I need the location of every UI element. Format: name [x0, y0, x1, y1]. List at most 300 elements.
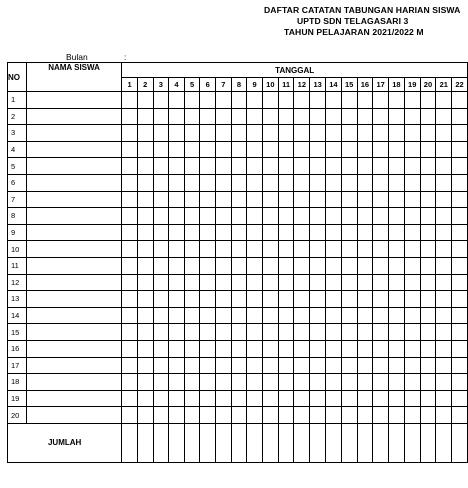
day-entry-cell[interactable]: [216, 390, 232, 407]
day-entry-cell[interactable]: [122, 257, 138, 274]
day-entry-cell[interactable]: [326, 92, 342, 109]
day-entry-cell[interactable]: [122, 241, 138, 258]
day-entry-cell[interactable]: [247, 390, 263, 407]
day-entry-cell[interactable]: [184, 92, 200, 109]
jumlah-cell[interactable]: [436, 423, 452, 462]
day-entry-cell[interactable]: [373, 357, 389, 374]
day-entry-cell[interactable]: [326, 374, 342, 391]
day-entry-cell[interactable]: [247, 324, 263, 341]
day-entry-cell[interactable]: [373, 224, 389, 241]
day-entry-cell[interactable]: [137, 340, 153, 357]
day-entry-cell[interactable]: [200, 374, 216, 391]
day-entry-cell[interactable]: [294, 125, 310, 142]
jumlah-cell[interactable]: [357, 423, 373, 462]
day-entry-cell[interactable]: [122, 174, 138, 191]
day-entry-cell[interactable]: [310, 390, 326, 407]
day-entry-cell[interactable]: [436, 257, 452, 274]
day-entry-cell[interactable]: [341, 374, 357, 391]
day-entry-cell[interactable]: [137, 224, 153, 241]
day-entry-cell[interactable]: [326, 174, 342, 191]
day-entry-cell[interactable]: [404, 158, 420, 175]
day-entry-cell[interactable]: [341, 324, 357, 341]
day-entry-cell[interactable]: [200, 92, 216, 109]
day-entry-cell[interactable]: [389, 125, 405, 142]
day-entry-cell[interactable]: [310, 357, 326, 374]
day-entry-cell[interactable]: [452, 357, 468, 374]
day-entry-cell[interactable]: [436, 390, 452, 407]
day-entry-cell[interactable]: [169, 92, 185, 109]
day-entry-cell[interactable]: [247, 407, 263, 424]
student-name-cell[interactable]: [26, 224, 122, 241]
day-entry-cell[interactable]: [216, 291, 232, 308]
day-entry-cell[interactable]: [436, 241, 452, 258]
day-entry-cell[interactable]: [216, 407, 232, 424]
day-entry-cell[interactable]: [122, 158, 138, 175]
day-entry-cell[interactable]: [153, 274, 169, 291]
day-entry-cell[interactable]: [357, 208, 373, 225]
day-entry-cell[interactable]: [389, 340, 405, 357]
day-entry-cell[interactable]: [436, 407, 452, 424]
day-entry-cell[interactable]: [247, 191, 263, 208]
day-entry-cell[interactable]: [262, 224, 278, 241]
day-entry-cell[interactable]: [341, 174, 357, 191]
day-entry-cell[interactable]: [247, 92, 263, 109]
student-name-cell[interactable]: [26, 191, 122, 208]
jumlah-cell[interactable]: [200, 423, 216, 462]
day-entry-cell[interactable]: [262, 291, 278, 308]
day-entry-cell[interactable]: [294, 141, 310, 158]
day-entry-cell[interactable]: [341, 141, 357, 158]
day-entry-cell[interactable]: [262, 241, 278, 258]
day-entry-cell[interactable]: [357, 108, 373, 125]
day-entry-cell[interactable]: [169, 291, 185, 308]
day-entry-cell[interactable]: [341, 291, 357, 308]
day-entry-cell[interactable]: [278, 340, 294, 357]
day-entry-cell[interactable]: [294, 390, 310, 407]
day-entry-cell[interactable]: [357, 374, 373, 391]
day-entry-cell[interactable]: [373, 390, 389, 407]
day-entry-cell[interactable]: [200, 324, 216, 341]
day-entry-cell[interactable]: [452, 241, 468, 258]
day-entry-cell[interactable]: [184, 357, 200, 374]
day-entry-cell[interactable]: [404, 241, 420, 258]
day-entry-cell[interactable]: [137, 241, 153, 258]
jumlah-cell[interactable]: [341, 423, 357, 462]
day-entry-cell[interactable]: [216, 141, 232, 158]
day-entry-cell[interactable]: [373, 307, 389, 324]
day-entry-cell[interactable]: [326, 141, 342, 158]
day-entry-cell[interactable]: [373, 191, 389, 208]
day-entry-cell[interactable]: [341, 390, 357, 407]
day-entry-cell[interactable]: [200, 174, 216, 191]
day-entry-cell[interactable]: [200, 208, 216, 225]
day-entry-cell[interactable]: [452, 174, 468, 191]
day-entry-cell[interactable]: [310, 257, 326, 274]
day-entry-cell[interactable]: [184, 274, 200, 291]
jumlah-cell[interactable]: [137, 423, 153, 462]
day-entry-cell[interactable]: [420, 307, 436, 324]
day-entry-cell[interactable]: [436, 307, 452, 324]
day-entry-cell[interactable]: [278, 257, 294, 274]
day-entry-cell[interactable]: [341, 208, 357, 225]
day-entry-cell[interactable]: [389, 141, 405, 158]
day-entry-cell[interactable]: [373, 340, 389, 357]
day-entry-cell[interactable]: [404, 257, 420, 274]
day-entry-cell[interactable]: [137, 374, 153, 391]
jumlah-cell[interactable]: [247, 423, 263, 462]
day-entry-cell[interactable]: [389, 224, 405, 241]
day-entry-cell[interactable]: [373, 125, 389, 142]
day-entry-cell[interactable]: [436, 274, 452, 291]
day-entry-cell[interactable]: [420, 208, 436, 225]
day-entry-cell[interactable]: [404, 274, 420, 291]
student-name-cell[interactable]: [26, 374, 122, 391]
day-entry-cell[interactable]: [373, 208, 389, 225]
jumlah-cell[interactable]: [452, 423, 468, 462]
day-entry-cell[interactable]: [389, 158, 405, 175]
day-entry-cell[interactable]: [200, 291, 216, 308]
jumlah-cell[interactable]: [389, 423, 405, 462]
day-entry-cell[interactable]: [169, 108, 185, 125]
day-entry-cell[interactable]: [357, 174, 373, 191]
day-entry-cell[interactable]: [153, 257, 169, 274]
student-name-cell[interactable]: [26, 208, 122, 225]
day-entry-cell[interactable]: [247, 125, 263, 142]
day-entry-cell[interactable]: [389, 390, 405, 407]
day-entry-cell[interactable]: [231, 141, 247, 158]
day-entry-cell[interactable]: [389, 274, 405, 291]
day-entry-cell[interactable]: [153, 357, 169, 374]
day-entry-cell[interactable]: [231, 324, 247, 341]
day-entry-cell[interactable]: [262, 141, 278, 158]
day-entry-cell[interactable]: [122, 224, 138, 241]
day-entry-cell[interactable]: [262, 257, 278, 274]
day-entry-cell[interactable]: [278, 158, 294, 175]
day-entry-cell[interactable]: [169, 191, 185, 208]
day-entry-cell[interactable]: [436, 340, 452, 357]
day-entry-cell[interactable]: [137, 407, 153, 424]
student-name-cell[interactable]: [26, 407, 122, 424]
day-entry-cell[interactable]: [216, 108, 232, 125]
day-entry-cell[interactable]: [357, 274, 373, 291]
day-entry-cell[interactable]: [452, 224, 468, 241]
day-entry-cell[interactable]: [436, 291, 452, 308]
day-entry-cell[interactable]: [404, 407, 420, 424]
day-entry-cell[interactable]: [200, 407, 216, 424]
day-entry-cell[interactable]: [452, 407, 468, 424]
day-entry-cell[interactable]: [310, 208, 326, 225]
day-entry-cell[interactable]: [278, 92, 294, 109]
day-entry-cell[interactable]: [420, 340, 436, 357]
day-entry-cell[interactable]: [420, 158, 436, 175]
student-name-cell[interactable]: [26, 324, 122, 341]
day-entry-cell[interactable]: [341, 191, 357, 208]
day-entry-cell[interactable]: [137, 108, 153, 125]
day-entry-cell[interactable]: [310, 191, 326, 208]
day-entry-cell[interactable]: [341, 158, 357, 175]
day-entry-cell[interactable]: [184, 191, 200, 208]
student-name-cell[interactable]: [26, 174, 122, 191]
day-entry-cell[interactable]: [404, 307, 420, 324]
day-entry-cell[interactable]: [137, 158, 153, 175]
day-entry-cell[interactable]: [216, 324, 232, 341]
day-entry-cell[interactable]: [200, 340, 216, 357]
day-entry-cell[interactable]: [262, 390, 278, 407]
day-entry-cell[interactable]: [452, 307, 468, 324]
day-entry-cell[interactable]: [294, 291, 310, 308]
day-entry-cell[interactable]: [420, 125, 436, 142]
day-entry-cell[interactable]: [231, 174, 247, 191]
jumlah-cell[interactable]: [262, 423, 278, 462]
day-entry-cell[interactable]: [231, 274, 247, 291]
day-entry-cell[interactable]: [247, 158, 263, 175]
day-entry-cell[interactable]: [278, 324, 294, 341]
jumlah-cell[interactable]: [326, 423, 342, 462]
day-entry-cell[interactable]: [357, 141, 373, 158]
day-entry-cell[interactable]: [216, 241, 232, 258]
day-entry-cell[interactable]: [373, 141, 389, 158]
jumlah-cell[interactable]: [373, 423, 389, 462]
day-entry-cell[interactable]: [452, 291, 468, 308]
day-entry-cell[interactable]: [200, 158, 216, 175]
day-entry-cell[interactable]: [216, 307, 232, 324]
day-entry-cell[interactable]: [404, 390, 420, 407]
day-entry-cell[interactable]: [294, 324, 310, 341]
student-name-cell[interactable]: [26, 340, 122, 357]
day-entry-cell[interactable]: [153, 208, 169, 225]
day-entry-cell[interactable]: [247, 257, 263, 274]
day-entry-cell[interactable]: [216, 340, 232, 357]
day-entry-cell[interactable]: [341, 274, 357, 291]
day-entry-cell[interactable]: [326, 224, 342, 241]
jumlah-cell[interactable]: [310, 423, 326, 462]
day-entry-cell[interactable]: [231, 307, 247, 324]
day-entry-cell[interactable]: [169, 324, 185, 341]
day-entry-cell[interactable]: [137, 141, 153, 158]
day-entry-cell[interactable]: [294, 407, 310, 424]
day-entry-cell[interactable]: [278, 357, 294, 374]
student-name-cell[interactable]: [26, 274, 122, 291]
day-entry-cell[interactable]: [452, 324, 468, 341]
day-entry-cell[interactable]: [216, 274, 232, 291]
day-entry-cell[interactable]: [184, 257, 200, 274]
day-entry-cell[interactable]: [184, 125, 200, 142]
day-entry-cell[interactable]: [216, 92, 232, 109]
day-entry-cell[interactable]: [169, 340, 185, 357]
day-entry-cell[interactable]: [373, 158, 389, 175]
day-entry-cell[interactable]: [200, 141, 216, 158]
day-entry-cell[interactable]: [231, 241, 247, 258]
day-entry-cell[interactable]: [262, 324, 278, 341]
day-entry-cell[interactable]: [122, 125, 138, 142]
day-entry-cell[interactable]: [262, 374, 278, 391]
day-entry-cell[interactable]: [326, 191, 342, 208]
day-entry-cell[interactable]: [452, 125, 468, 142]
day-entry-cell[interactable]: [452, 141, 468, 158]
day-entry-cell[interactable]: [184, 141, 200, 158]
day-entry-cell[interactable]: [184, 291, 200, 308]
day-entry-cell[interactable]: [137, 174, 153, 191]
day-entry-cell[interactable]: [341, 407, 357, 424]
day-entry-cell[interactable]: [122, 407, 138, 424]
day-entry-cell[interactable]: [404, 92, 420, 109]
day-entry-cell[interactable]: [389, 324, 405, 341]
day-entry-cell[interactable]: [169, 374, 185, 391]
day-entry-cell[interactable]: [278, 174, 294, 191]
day-entry-cell[interactable]: [247, 274, 263, 291]
day-entry-cell[interactable]: [216, 125, 232, 142]
day-entry-cell[interactable]: [122, 108, 138, 125]
day-entry-cell[interactable]: [122, 141, 138, 158]
day-entry-cell[interactable]: [216, 191, 232, 208]
day-entry-cell[interactable]: [137, 291, 153, 308]
day-entry-cell[interactable]: [169, 257, 185, 274]
day-entry-cell[interactable]: [294, 340, 310, 357]
day-entry-cell[interactable]: [420, 241, 436, 258]
day-entry-cell[interactable]: [404, 224, 420, 241]
day-entry-cell[interactable]: [389, 407, 405, 424]
day-entry-cell[interactable]: [216, 224, 232, 241]
day-entry-cell[interactable]: [278, 291, 294, 308]
day-entry-cell[interactable]: [216, 208, 232, 225]
day-entry-cell[interactable]: [184, 307, 200, 324]
day-entry-cell[interactable]: [231, 257, 247, 274]
day-entry-cell[interactable]: [436, 125, 452, 142]
day-entry-cell[interactable]: [184, 208, 200, 225]
day-entry-cell[interactable]: [373, 291, 389, 308]
day-entry-cell[interactable]: [247, 291, 263, 308]
day-entry-cell[interactable]: [278, 407, 294, 424]
day-entry-cell[interactable]: [436, 141, 452, 158]
day-entry-cell[interactable]: [200, 390, 216, 407]
day-entry-cell[interactable]: [452, 274, 468, 291]
day-entry-cell[interactable]: [200, 191, 216, 208]
jumlah-cell[interactable]: [216, 423, 232, 462]
day-entry-cell[interactable]: [357, 224, 373, 241]
day-entry-cell[interactable]: [436, 191, 452, 208]
day-entry-cell[interactable]: [169, 274, 185, 291]
student-name-cell[interactable]: [26, 307, 122, 324]
day-entry-cell[interactable]: [373, 92, 389, 109]
day-entry-cell[interactable]: [310, 274, 326, 291]
day-entry-cell[interactable]: [294, 191, 310, 208]
student-name-cell[interactable]: [26, 357, 122, 374]
day-entry-cell[interactable]: [153, 224, 169, 241]
day-entry-cell[interactable]: [169, 390, 185, 407]
day-entry-cell[interactable]: [184, 407, 200, 424]
day-entry-cell[interactable]: [153, 141, 169, 158]
day-entry-cell[interactable]: [184, 390, 200, 407]
student-name-cell[interactable]: [26, 141, 122, 158]
day-entry-cell[interactable]: [357, 92, 373, 109]
day-entry-cell[interactable]: [200, 125, 216, 142]
day-entry-cell[interactable]: [169, 407, 185, 424]
day-entry-cell[interactable]: [122, 191, 138, 208]
day-entry-cell[interactable]: [137, 257, 153, 274]
day-entry-cell[interactable]: [436, 108, 452, 125]
day-entry-cell[interactable]: [262, 274, 278, 291]
day-entry-cell[interactable]: [231, 125, 247, 142]
day-entry-cell[interactable]: [420, 257, 436, 274]
day-entry-cell[interactable]: [231, 390, 247, 407]
day-entry-cell[interactable]: [294, 174, 310, 191]
day-entry-cell[interactable]: [294, 92, 310, 109]
day-entry-cell[interactable]: [310, 125, 326, 142]
day-entry-cell[interactable]: [310, 324, 326, 341]
day-entry-cell[interactable]: [137, 357, 153, 374]
day-entry-cell[interactable]: [404, 208, 420, 225]
day-entry-cell[interactable]: [216, 357, 232, 374]
day-entry-cell[interactable]: [122, 274, 138, 291]
day-entry-cell[interactable]: [341, 125, 357, 142]
day-entry-cell[interactable]: [389, 191, 405, 208]
day-entry-cell[interactable]: [153, 158, 169, 175]
day-entry-cell[interactable]: [262, 125, 278, 142]
day-entry-cell[interactable]: [357, 158, 373, 175]
jumlah-cell[interactable]: [231, 423, 247, 462]
day-entry-cell[interactable]: [200, 274, 216, 291]
day-entry-cell[interactable]: [373, 241, 389, 258]
day-entry-cell[interactable]: [389, 108, 405, 125]
day-entry-cell[interactable]: [420, 324, 436, 341]
day-entry-cell[interactable]: [404, 291, 420, 308]
day-entry-cell[interactable]: [153, 191, 169, 208]
day-entry-cell[interactable]: [341, 92, 357, 109]
day-entry-cell[interactable]: [326, 158, 342, 175]
day-entry-cell[interactable]: [389, 357, 405, 374]
day-entry-cell[interactable]: [420, 390, 436, 407]
day-entry-cell[interactable]: [153, 92, 169, 109]
day-entry-cell[interactable]: [231, 407, 247, 424]
day-entry-cell[interactable]: [294, 357, 310, 374]
day-entry-cell[interactable]: [169, 357, 185, 374]
day-entry-cell[interactable]: [262, 92, 278, 109]
day-entry-cell[interactable]: [122, 92, 138, 109]
day-entry-cell[interactable]: [169, 174, 185, 191]
day-entry-cell[interactable]: [216, 158, 232, 175]
day-entry-cell[interactable]: [357, 307, 373, 324]
day-entry-cell[interactable]: [420, 191, 436, 208]
day-entry-cell[interactable]: [247, 340, 263, 357]
jumlah-cell[interactable]: [122, 423, 138, 462]
day-entry-cell[interactable]: [231, 357, 247, 374]
day-entry-cell[interactable]: [389, 257, 405, 274]
day-entry-cell[interactable]: [184, 158, 200, 175]
jumlah-cell[interactable]: [169, 423, 185, 462]
day-entry-cell[interactable]: [404, 125, 420, 142]
day-entry-cell[interactable]: [373, 274, 389, 291]
day-entry-cell[interactable]: [420, 141, 436, 158]
day-entry-cell[interactable]: [326, 241, 342, 258]
day-entry-cell[interactable]: [373, 108, 389, 125]
day-entry-cell[interactable]: [200, 241, 216, 258]
day-entry-cell[interactable]: [153, 241, 169, 258]
day-entry-cell[interactable]: [326, 357, 342, 374]
day-entry-cell[interactable]: [122, 324, 138, 341]
day-entry-cell[interactable]: [452, 374, 468, 391]
day-entry-cell[interactable]: [231, 108, 247, 125]
day-entry-cell[interactable]: [452, 158, 468, 175]
day-entry-cell[interactable]: [404, 191, 420, 208]
day-entry-cell[interactable]: [310, 108, 326, 125]
day-entry-cell[interactable]: [262, 108, 278, 125]
day-entry-cell[interactable]: [436, 357, 452, 374]
day-entry-cell[interactable]: [262, 307, 278, 324]
day-entry-cell[interactable]: [231, 158, 247, 175]
day-entry-cell[interactable]: [436, 208, 452, 225]
day-entry-cell[interactable]: [310, 407, 326, 424]
day-entry-cell[interactable]: [326, 257, 342, 274]
